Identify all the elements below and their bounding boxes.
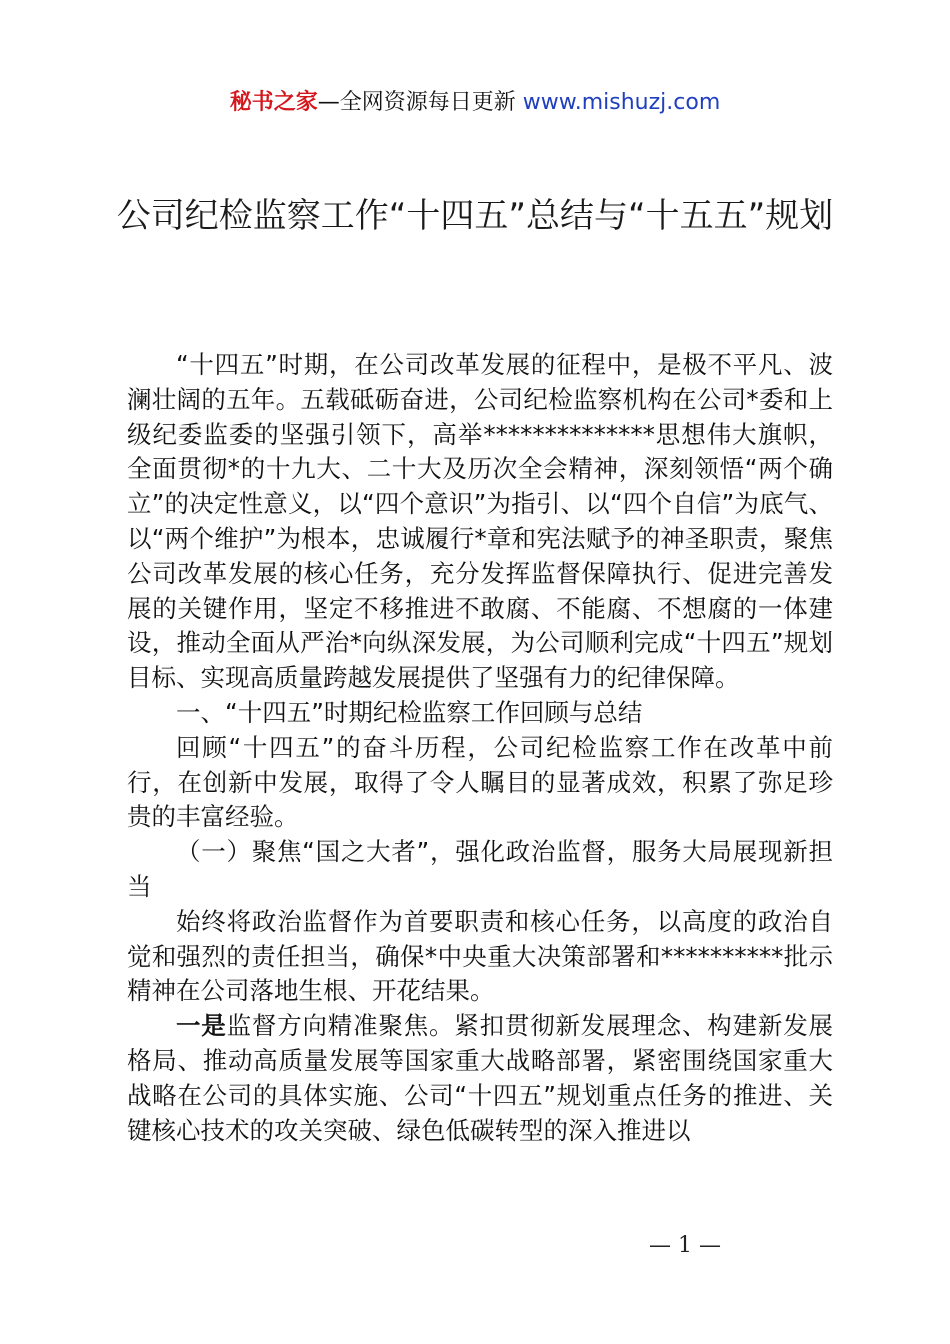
- document-body: [127, 348, 833, 1148]
- page-number: — 1 —: [649, 1233, 721, 1258]
- subsection-heading-1: （一）聚焦“国之大者”，强化政治监督，服务大局展现新担当: [127, 837, 833, 901]
- site-header: [0, 88, 950, 118]
- site-tagline: —全网资源每日更新: [317, 90, 516, 115]
- site-brand: 秘书之家: [229, 90, 318, 115]
- section-heading-1: 一、“十四五”时期纪检监察工作回顾与总结: [176, 697, 643, 727]
- paragraph-political-supervision: 始终将政治监督作为首要职责和核心任务，以高度的政治自觉和强烈的责任担当，确保*中央重大决策部署和**********批示精神在公司落地生根、开花结果。: [127, 906, 833, 1006]
- paragraph-review: 回顾“十四五”的奋斗历程，公司纪检监察工作在改革中前行，在创新中发展，取得了令人瞩目的显著成效，积累了弥足珍贵的丰富经验。: [127, 732, 833, 832]
- document-title: 公司纪检监察工作“十四五”总结与“十五五”规划: [116, 196, 834, 236]
- point-one-text: 监督方向精准聚焦。紧扣贯彻新发展理念、构建新发展格局、推动高质量发展等国家重大战略部署，紧密围绕国家重大战略在公司的具体实施、公司“十四五”规划重点任务的推进、关键核心技术的攻关突破、绿色低碳转型的深入推进以: [127, 1011, 834, 1145]
- paragraph-point-one: [127, 1009, 833, 1148]
- site-url-link[interactable]: www.mishuzj.com: [522, 90, 721, 115]
- paragraph-intro: “十四五”时期，在公司改革发展的征程中，是极不平凡、波澜壮阔的五年。五载砥砺奋进，公司纪检监察机构在公司*委和上级纪委监委的坚强引领下，高举**************思想伟大旗帜，全面贯彻*的十九大、二十大及历次全会精神，深刻领悟“两个确立”的决定性意义，以“四个意识”为指引、以“四个自信”为底气、以“两个维护”为根本，忠诚履行*章和宪法赋予的神圣职责，聚焦公司改革发展的核心任务，充分发挥监督保障执行、促进完善发展的关键作用，坚定不移推进不敢腐、不能腐、不想腐的一体建设，推动全面从严治*向纵深发展，为公司顺利完成“十四五”规划目标、实现高质量跨越发展提供了坚强有力的纪律保障。: [127, 350, 833, 693]
- point-one-lead: 一是: [176, 1011, 227, 1041]
